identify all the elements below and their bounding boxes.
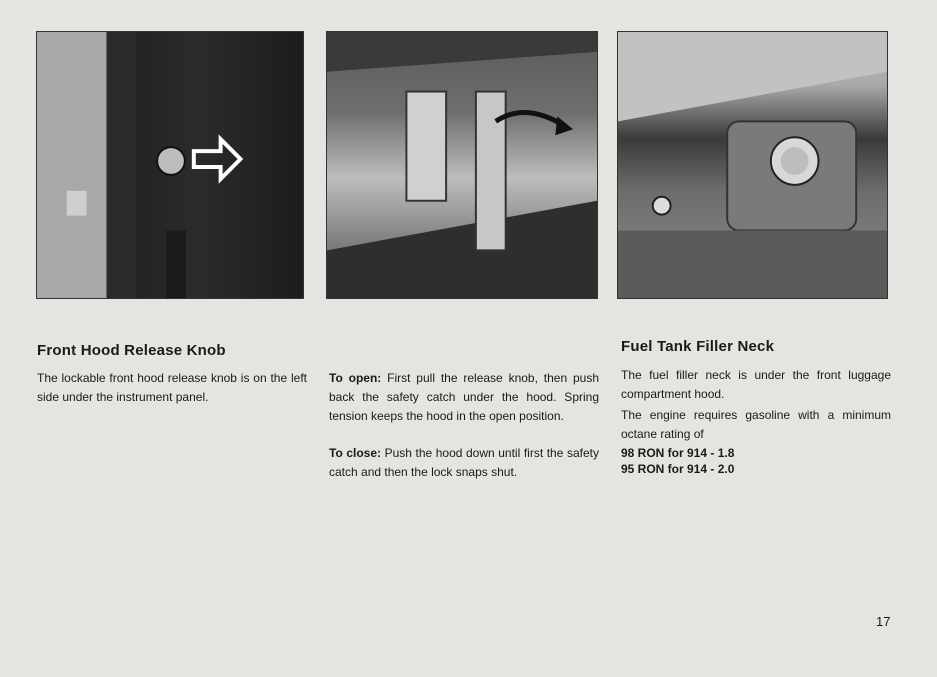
safety-catch-photo: [326, 31, 598, 299]
fuel-filler-neck-photo: [617, 31, 888, 299]
fuel-filler-neck-illustration: [618, 32, 887, 298]
to-close-label: To close:: [329, 446, 382, 460]
to-open-label: To open:: [329, 371, 382, 385]
fuel-filler-text: The fuel filler neck is under the front luggage compartment hood.: [621, 368, 891, 401]
octane-requirement-text: The engine requires gasoline with a minimum octane rating of: [621, 408, 891, 441]
watermark: [920, 340, 936, 660]
to-open-paragraph: [329, 369, 599, 426]
octane-914-18: 98 RON for 914 - 1.8: [621, 446, 735, 460]
octane-914-20: 95 RON for 914 - 2.0: [621, 462, 735, 476]
to-close-text: Push the hood down until first the safety catch and then the lock snaps shut.: [329, 446, 599, 479]
to-open-text: First pull the release knob, then push back the safety catch under the hood. Spring tension keeps the hood in the open position.: [329, 371, 599, 423]
hood-release-heading: Front Hood Release Knob: [37, 342, 226, 359]
page-number: 17: [876, 614, 891, 629]
watermark-suffix: [920, 648, 937, 660]
fuel-tank-heading: Fuel Tank Filler Neck: [621, 338, 775, 355]
hood-release-knob-photo: [36, 31, 304, 299]
hood-release-text: The lockable front hood release knob is on the left side under the instrument panel.: [37, 371, 307, 404]
safety-catch-illustration: [327, 32, 597, 298]
hood-release-knob-illustration: [37, 32, 303, 298]
to-close-paragraph: [329, 444, 599, 482]
